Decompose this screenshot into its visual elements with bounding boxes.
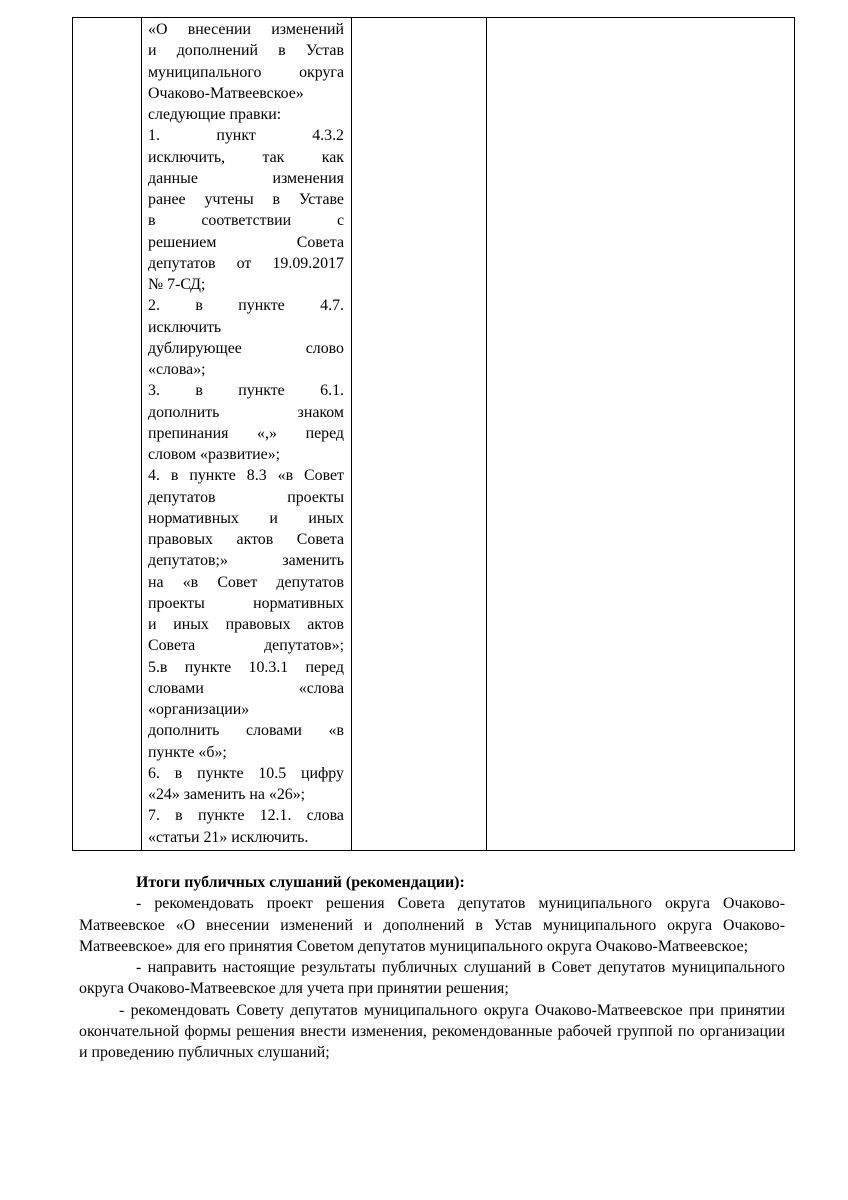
proposal-line: исключить, так как xyxy=(148,148,344,166)
proposal-line: депутатов от 19.09.2017 xyxy=(148,254,344,272)
table-cell-empty xyxy=(487,18,795,851)
proposal-line: 6. в пункте 10.5 цифру xyxy=(148,764,344,782)
proposal-line: 7. в пункте 12.1. слова xyxy=(148,807,344,825)
proposal-line: ранее учтены в Уставе xyxy=(148,191,344,208)
proposal-line: Совета депутатов»; xyxy=(148,637,344,655)
proposal-line: решением Совета xyxy=(148,233,344,251)
proposal-line: следующие правки: xyxy=(148,106,282,123)
proposal-line: «организации» xyxy=(148,701,250,718)
proposal-line: Очаково-Матвеевское» xyxy=(148,84,304,102)
proposal-line: дублирующее слово xyxy=(148,339,344,357)
proposal-line: словами «слова xyxy=(148,679,344,697)
proposal-line: пункте «б»; xyxy=(148,743,227,761)
proposal-line: «статьи 21» исключить. xyxy=(148,828,309,846)
proposal-line: на «в Совет депутатов xyxy=(148,573,344,591)
proposal-line: проекты нормативных xyxy=(148,594,344,612)
proposal-line: № 7-СД; xyxy=(148,276,206,293)
table-cell-proposal xyxy=(142,18,352,851)
proposal-line: данные изменения xyxy=(148,169,344,187)
table-cell-empty xyxy=(352,18,487,851)
amendments-table xyxy=(72,17,795,851)
table-row xyxy=(73,18,795,851)
proposal-line: 5.в пункте 10.3.1 перед xyxy=(148,658,344,676)
proposal-line: 2. в пункте 4.7. xyxy=(148,297,344,315)
proposal-line: «О внесении изменений xyxy=(148,21,344,38)
results-title: Итоги публичных слушаний (рекомендации): xyxy=(136,874,465,891)
proposal-line: «слова»; xyxy=(148,361,206,378)
proposal-line: 4. в пункте 8.3 «в Совет xyxy=(148,467,344,485)
hearing-results xyxy=(79,872,785,1064)
proposal-line: депутатов проекты xyxy=(148,488,344,506)
results-item: - рекомендовать Совету депутатов муниципального округа Очаково-Матвеевское при принятии окончательной формы решения внести изменения, рекомендованные рабочей группой по организации и проведению публичных слушаний; xyxy=(79,1001,785,1062)
proposal-line: препинания «,» перед xyxy=(148,424,344,442)
proposal-line: дополнить словами «в xyxy=(148,722,344,740)
results-item: - рекомендовать проект решения Совета депутатов муниципального округа Очаково-Матвеевское «О внесении изменений и дополнений в Устав муниципального округа Очаково-Матвеевское» для его принятия Советом депутатов муниципального округа Очаково-Матвеевское; xyxy=(79,895,785,955)
proposal-line: в соответствии с xyxy=(148,212,344,230)
proposal-line: и иных правовых актов xyxy=(148,616,344,633)
results-item: - направить настоящие результаты публичных слушаний в Совет депутатов муниципального округа Очаково-Матвеевское для учета при принятии решения; xyxy=(79,959,785,998)
proposal-text xyxy=(142,18,351,848)
proposal-line: нормативных и иных xyxy=(148,509,344,527)
proposal-line: депутатов;» заменить xyxy=(148,552,344,570)
proposal-line: 1. пункт 4.3.2 xyxy=(148,127,344,145)
proposal-line: муниципального округа xyxy=(148,63,344,81)
proposal-line: 3. в пункте 6.1. xyxy=(148,382,344,400)
proposal-line: и дополнений в Устав xyxy=(148,42,344,60)
proposal-line: дополнить знаком xyxy=(148,403,344,421)
proposal-line: «24» заменить на «26»; xyxy=(148,786,306,803)
table-cell-number xyxy=(73,18,142,851)
proposal-line: исключить xyxy=(148,318,222,336)
proposal-line: словом «развитие»; xyxy=(148,446,281,463)
proposal-line: правовых актов Совета xyxy=(148,531,344,548)
